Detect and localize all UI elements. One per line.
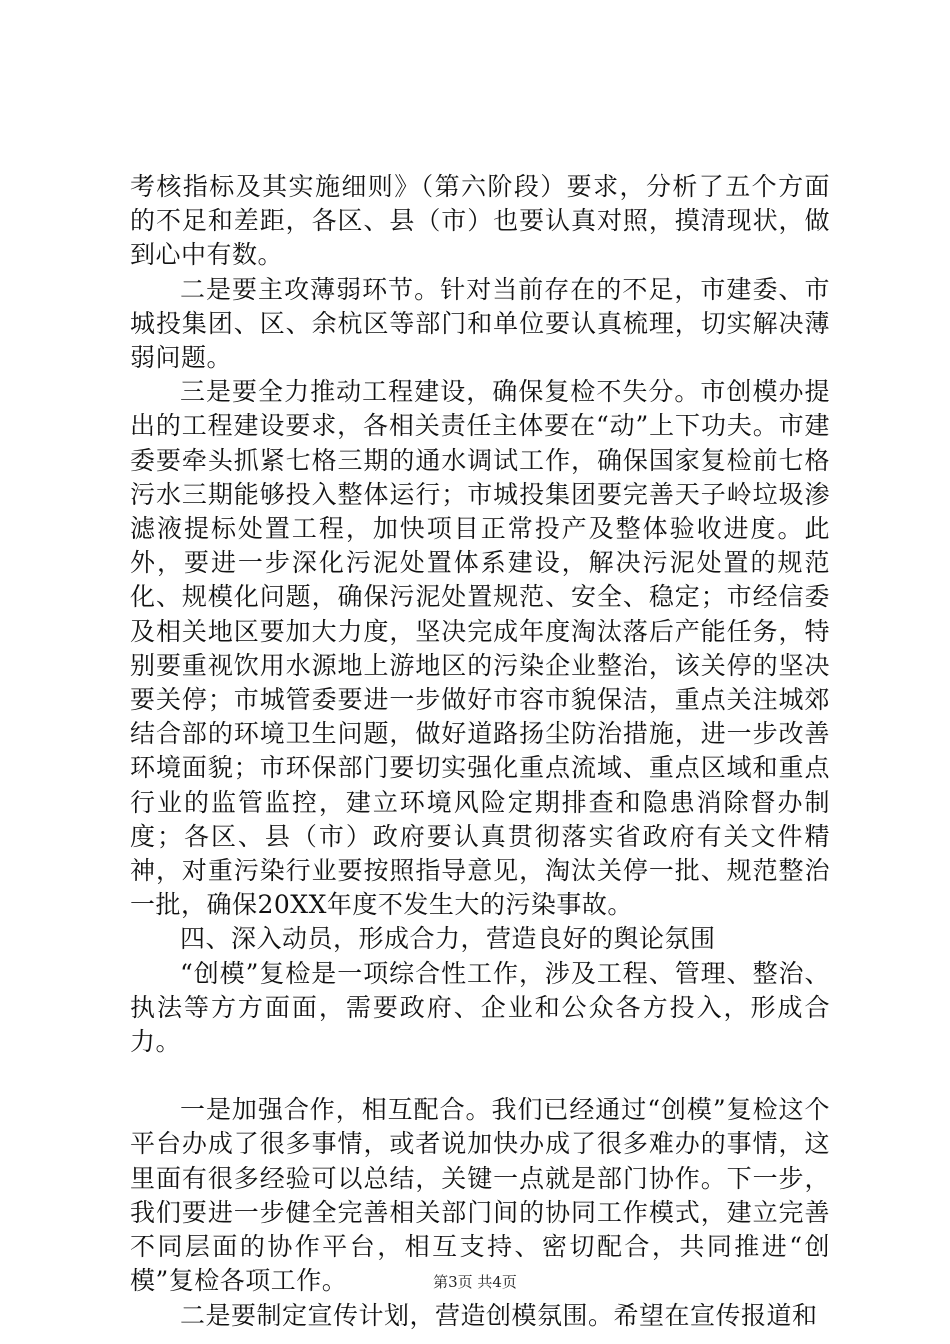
paragraph-publicity: 二是要制定宣传计划，营造创模氛围。希望在宣传报道和 [180,1300,818,1330]
paragraph-point-three: 三是要全力推动工程建设，确保复检不失分。市创模办提出的工程建设要求，各相关责任主体要在“动”上下功夫。市建委要牵头抓紧七格三期的通水调试工作，确保国家复检前七格污水三期能够投入整体运行；市城投集团要完善天子岭垃圾渗滤液提标处置工程，加快项目正常投产及整体验收进度。此外，要进一步深化污泥处置体系建设，解决污泥处置的规范化、规模化问题，确保污泥处置规范、安全、稳定；市经信委及相关地区要加大力度，坚决完成年度淘汰落后产能任务，特别要重视饮用水源地上游地区的污染企业整治，该关停的坚决要关停；市城管委要进一步做好市容市貌保洁，重点关注城郊结合部的环境卫生问题，做好道路扬尘防治措施，进一步改善环境面貌；市环保部门要切实强化重点流域、重点区域和重点行业的监管监控，建立环境风险定期排查和隐患消除督办制度；各区、县（市）政府要认真贯彻落实省政府有关文件精神，对重污染行业要按照指导意见，淘汰关停一批、规范整治一批，确保20XX年度不发生大的污染事故。 [130,377,830,920]
section-heading-four: 四、深入动员，形成合力，营造良好的舆论氛围 [180,924,716,954]
document-body [130,170,830,1333]
paragraph-cooperation: 一是加强合作，相互配合。我们已经通过“创模”复检这个平台办成了很多事情，或者说加快办成了很多难办的事情，这里面有很多经验可以总结，关键一点就是部门协作。下一步，我们要进一步健全完善相关部门间的协同工作模式，建立完善不同层面的协作平台，相互支持、密切配合，共同推进“创模”复检各项工作。 [130,1095,830,1296]
paragraph-section-intro: “创模”复检是一项综合性工作，涉及工程、管理、整治、执法等方方面面，需要政府、企业和公众各方投入，形成合力。 [130,958,830,1057]
page-number-footer: 第3页 共4页 [433,1273,517,1291]
paragraph-point-two: 二是要主攻薄弱环节。针对当前存在的不足，市建委、市城投集团、区、余杭区等部门和单位要认真梳理，切实解决薄弱问题。 [130,274,830,373]
paragraph-continuation: 考核指标及其实施细则》（第六阶段）要求，分析了五个方面的不足和差距，各区、县（市）也要认真对照，摸清现状，做到心中有数。 [130,172,830,270]
